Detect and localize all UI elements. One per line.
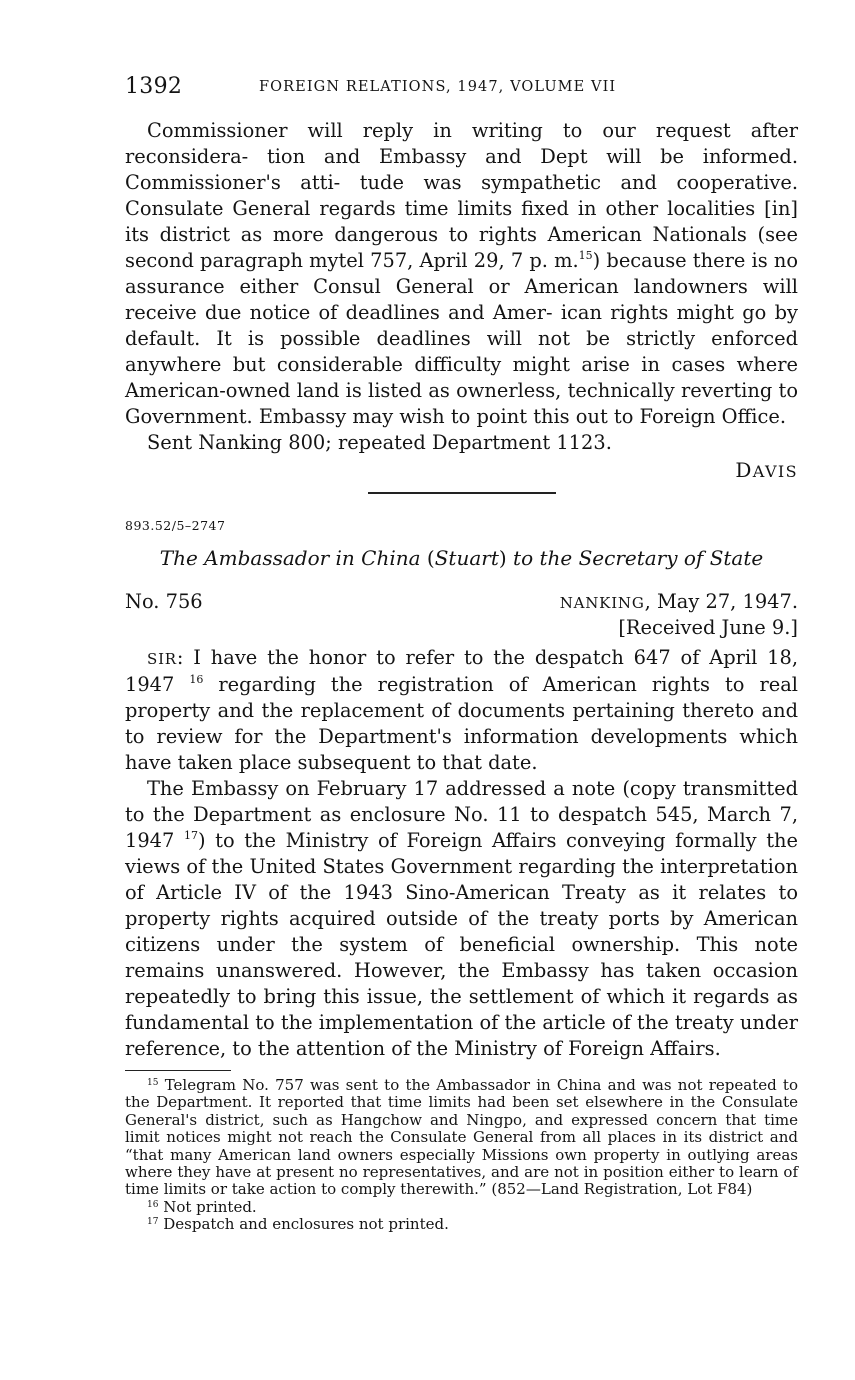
footnote-text: Despatch and enclosures not printed. [163, 1215, 449, 1234]
footnote-marker: 17 [147, 1217, 159, 1228]
telegram-continuation [125, 118, 798, 456]
footnote-text: Not printed. [163, 1197, 257, 1216]
heading-part-1: The Ambassador in China [159, 546, 427, 570]
footnote-15 [125, 1077, 798, 1199]
received-date: [Received June 9.] [618, 616, 798, 639]
footnote-ref-17[interactable]: 17 [183, 829, 198, 842]
telegram-text-2: tion and Embassy and Dept will be informed. Commissioner's atti- [125, 145, 798, 194]
telegram-text-6b: ) because there is no assurance either Consul General or [125, 249, 798, 298]
footnote-marker: 16 [147, 1199, 159, 1210]
telegram-text-4: time limits fixed in other localities [in] its district as more dangerous [125, 197, 798, 246]
running-head [125, 74, 798, 102]
date: , May 27, 1947. [644, 590, 798, 613]
despatch-body [125, 645, 798, 1062]
telegram-text-6a: 29, 7 p. m. [473, 249, 579, 272]
signature: DAVIS [735, 458, 798, 482]
page-number: 1392 [125, 74, 183, 99]
document-heading [125, 544, 798, 572]
place-date [560, 590, 798, 613]
place: NANKING [559, 594, 645, 612]
despatch-number: No. 756 [125, 590, 203, 613]
heading-paren-open: ( [426, 546, 435, 570]
footnote-16 [125, 1199, 798, 1216]
section-divider [368, 492, 556, 494]
salutation: SIR [147, 650, 177, 668]
despatch-paragraph-1 [125, 645, 798, 776]
heading-part-2: to the Secretary of State [506, 546, 764, 570]
telegram-text-5: to rights American Nationals (see second paragraph mytel 757, April [125, 223, 798, 272]
para2-text: The Embassy on February 17 addressed a note (copy transmitted to the Department as enclosure No. 11 to despatch 545, March 7, 1947 [125, 777, 798, 852]
footnote-text: Telegram No. 757 was sent to the Ambassador in China and was not repeated to the Department. It reported that time limits had been set elsewhere in the Consulate General's district, such as Hangchow and Ningpo, and expressed concern that time limit notices might not reach the Consulate General from all places in its district and “that many American land owners especially Missions own property in outlying areas where they have at present no representatives, and are not in position either to learn of time limits or take action to comply therewith.” (852—Land Registration, Lot F84) [125, 1076, 798, 1199]
para1-text: : I have the honor to refer to the despatch 647 of April 18, 1947 [125, 646, 798, 696]
sent-line: Sent Nanking 800; repeated Department 1123. [147, 431, 612, 454]
footnote-marker: 15 [147, 1078, 159, 1088]
footnote-ref-16[interactable]: 16 [189, 673, 204, 686]
footnote-ref-15[interactable]: 15 [578, 249, 593, 262]
telegram-paragraph [125, 118, 798, 430]
running-title: FOREIGN RELATIONS, 1947, VOLUME VII [259, 79, 617, 95]
heading-name: Stuart [434, 546, 499, 570]
telegram-text-7: American landowners will receive due notice of deadlines and Amer- [125, 275, 798, 324]
telegram-text-1: Commissioner will reply in writing to our request after reconsidera- [125, 119, 798, 168]
footnote-rule [125, 1070, 231, 1071]
despatch-paragraph-2 [125, 776, 798, 1062]
footnotes [125, 1077, 798, 1234]
para1-rest: regarding the registration of American rights to real property and the replacement of documents pertaining thereto and to review for the Department's information developments which have taken place subsequent to that date. [125, 673, 798, 774]
telegram-text-11: reverting to Government. Embassy may wish to point this out to [125, 379, 798, 428]
telegram-text-10: cases where American-owned land is listed as ownerless, technically [125, 353, 798, 402]
para2-rest: ) to the Ministry of Foreign Affairs conveying formally the views of the United States Government regarding the interpretation of Article IV of the 1943 Sino-American Treaty as it relates to property rights acquired outside of the treaty ports by American citizens under the system of beneficial ownership. This note remains unanswered. However, the Embassy has taken occasion repeatedly to bring this issue, the settlement of which it regards as fundamental to the implementation of the article of the treaty under reference, to the attention of the Ministry of Foreign Affairs. [125, 829, 798, 1060]
telegram-text-9: strictly enforced anywhere but considerable difficulty might arise in [125, 327, 798, 376]
heading-paren-close: ) [498, 546, 507, 570]
file-number: 893.52/5–2747 [125, 518, 226, 533]
footnote-17 [125, 1216, 798, 1233]
telegram-text-3: tude was sympathetic and cooperative. Consulate General regards [125, 171, 798, 220]
telegram-text-12: Foreign Office. [639, 405, 786, 428]
telegram-text-8: ican rights might go by default. It is possible deadlines will not be [125, 301, 798, 350]
